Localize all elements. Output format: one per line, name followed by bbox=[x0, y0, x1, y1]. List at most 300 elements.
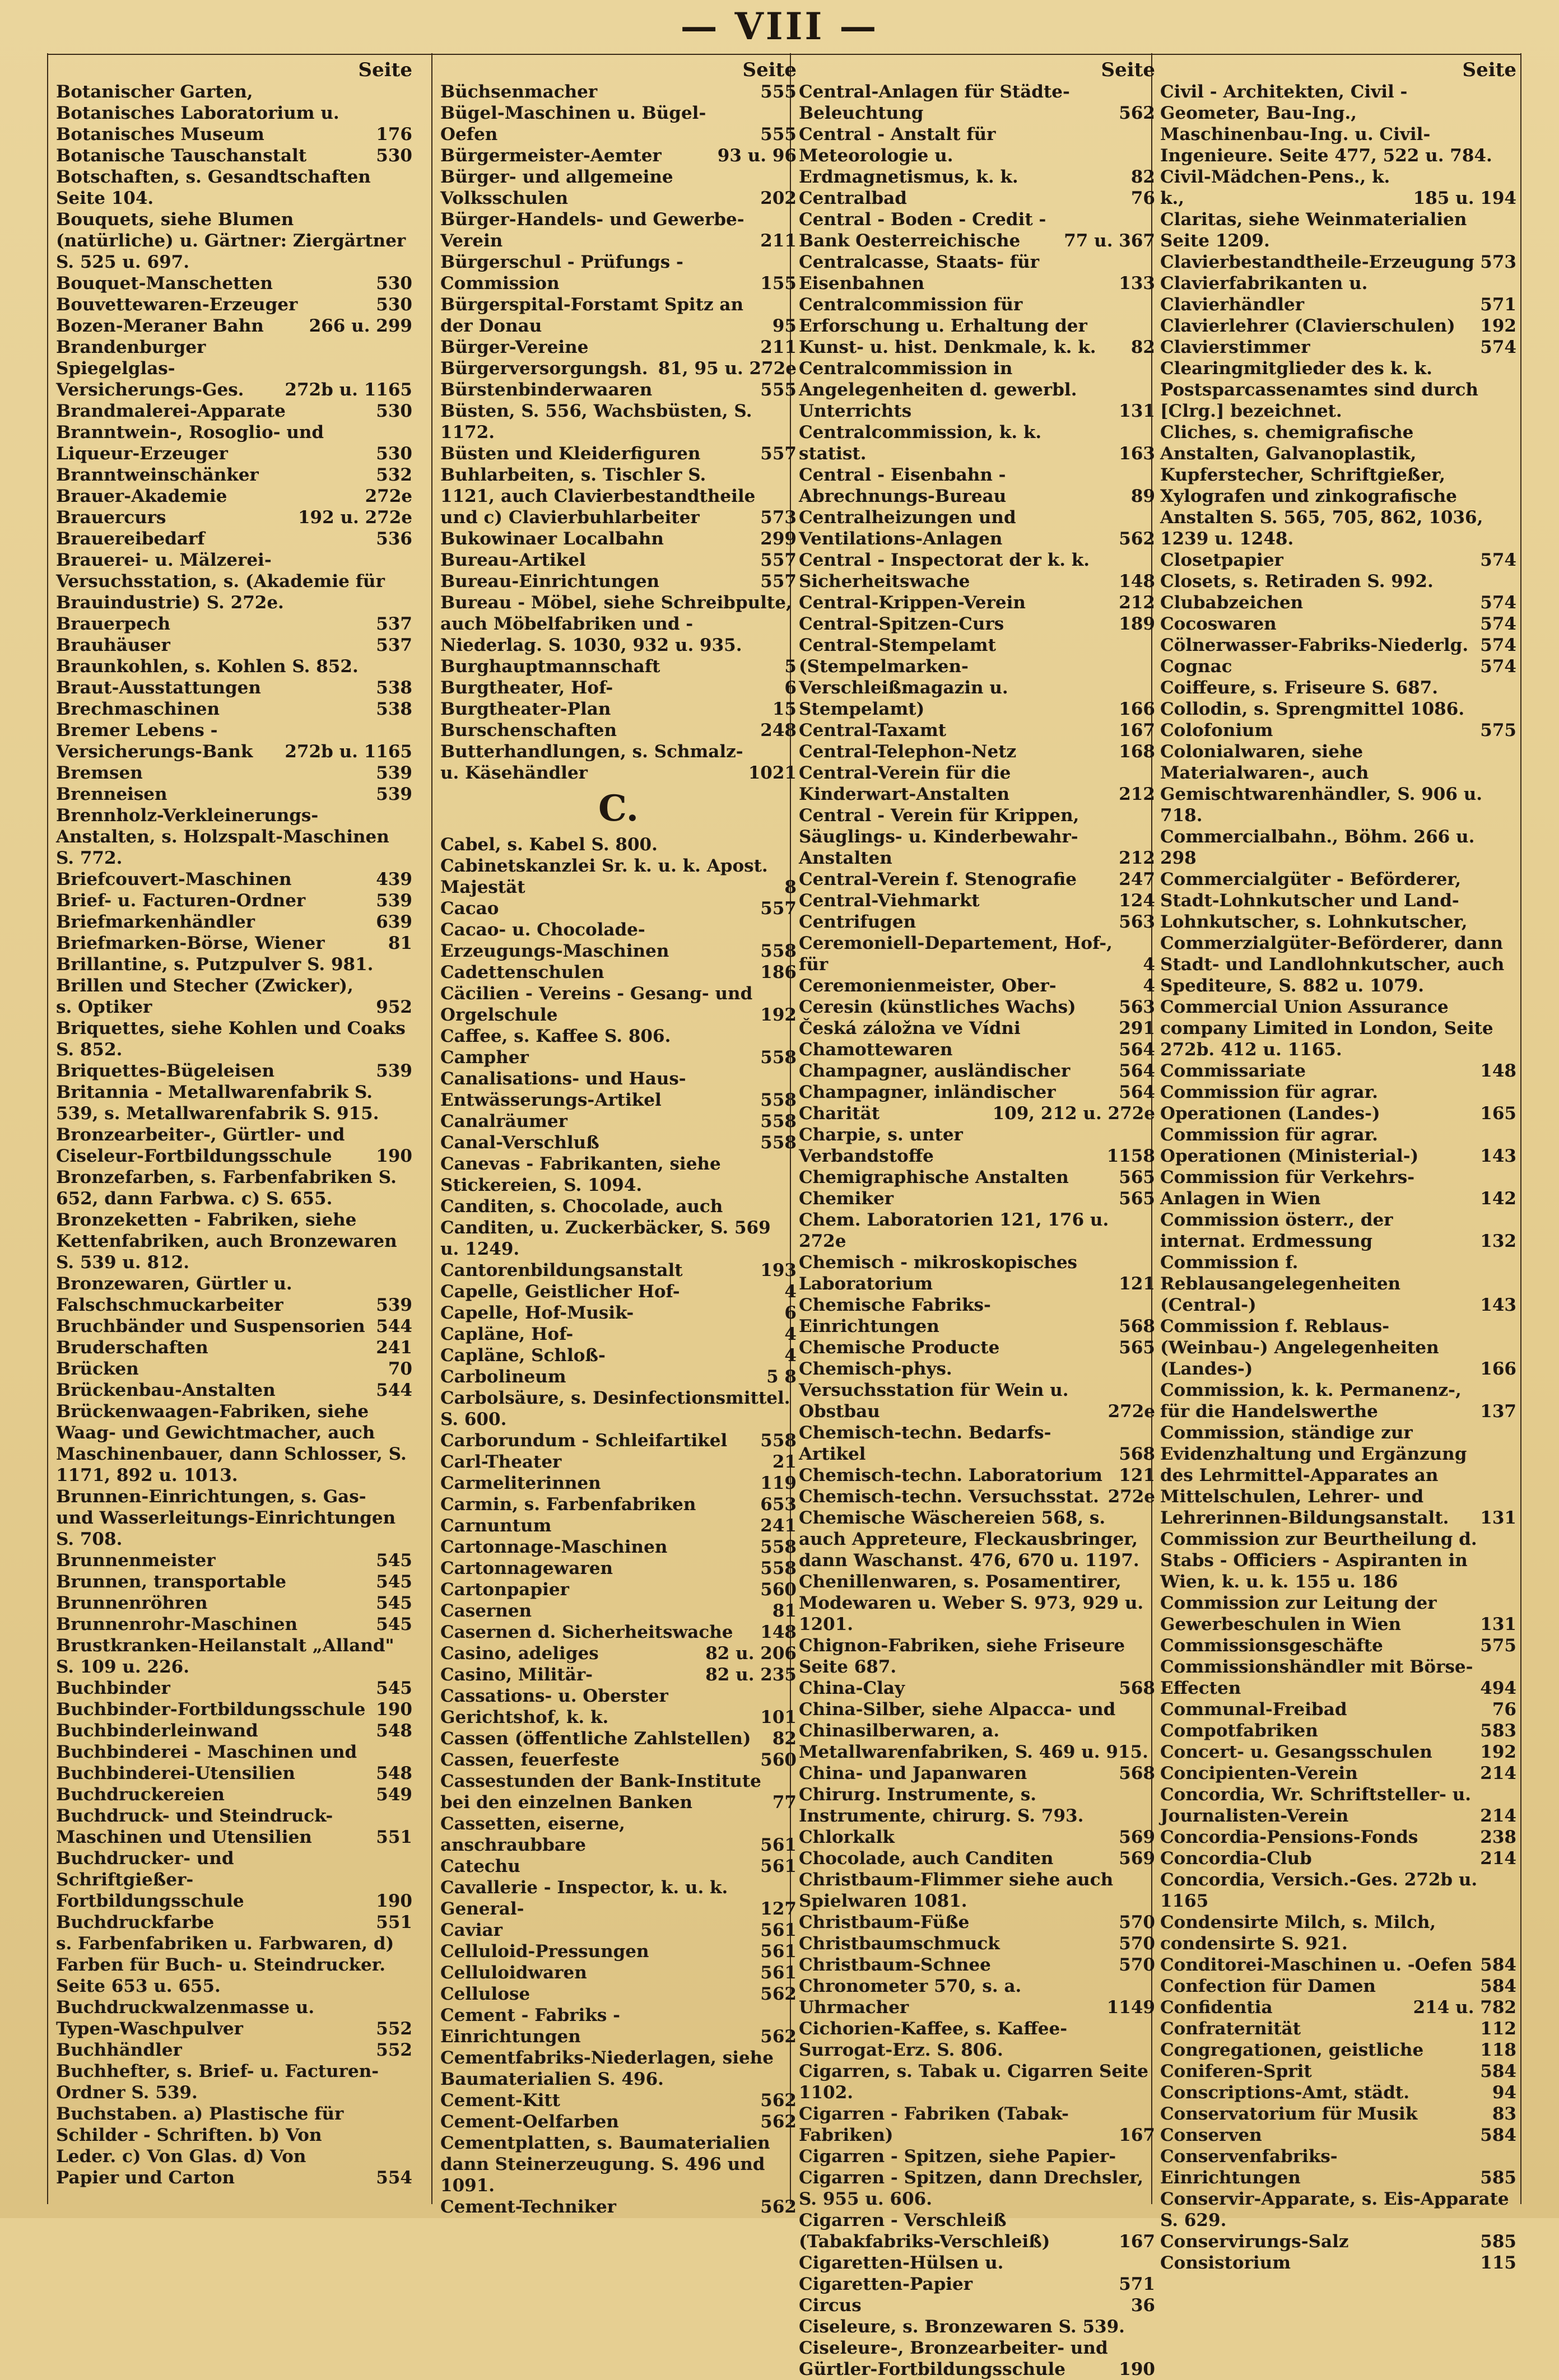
index-entry bbox=[440, 1622, 797, 1643]
index-entry bbox=[1160, 1827, 1516, 1848]
entry-term: Buchdruckereien bbox=[56, 1785, 225, 1805]
entry-term: Bureau-Einrichtungen bbox=[440, 571, 660, 591]
column-header: Seite bbox=[1101, 59, 1155, 81]
index-entry bbox=[440, 145, 797, 166]
entry-term: Brennholz-Verkleinerungs-Anstalten, s. Holzspalt-Maschinen S. 772. bbox=[56, 805, 389, 868]
entry-page: 166 bbox=[1119, 699, 1155, 719]
entry-term: Büsten und Kleiderfiguren bbox=[440, 444, 701, 464]
index-column-1 bbox=[49, 59, 419, 2199]
entry-term: Condensirte Milch, s. Milch, condensirte S. 921. bbox=[1160, 1912, 1436, 1954]
entry-page: 291 bbox=[1119, 1018, 1155, 1038]
entry-page: 132 bbox=[1480, 1231, 1516, 1251]
entry-term: Burgtheater-Plan bbox=[440, 699, 611, 719]
entry-term: Central-Stempelamt (Stempelmarken-Verschleißmagazin u. Stempelamt) bbox=[799, 635, 1008, 719]
entry-page: 214 bbox=[1480, 1763, 1516, 1783]
index-entry bbox=[799, 81, 1155, 124]
index-entry bbox=[56, 1592, 412, 1614]
entry-page: 115 bbox=[1480, 2253, 1516, 2273]
index-entry bbox=[1160, 251, 1516, 273]
entry-page: 166 bbox=[1480, 1359, 1516, 1379]
entry-term: Compotfabriken bbox=[1160, 1721, 1318, 1741]
entry-term: Burgtheater, Hof- bbox=[440, 678, 613, 698]
index-entry bbox=[799, 1848, 1155, 1869]
entry-term: Central - Boden - Credit - Bank Oesterreichische bbox=[799, 209, 1046, 251]
index-entry bbox=[799, 613, 1155, 635]
index-entry bbox=[1160, 826, 1516, 869]
entry-term: Bürgerversorgungsh. bbox=[440, 358, 648, 379]
index-entry bbox=[56, 1060, 412, 1082]
index-entry bbox=[1160, 1082, 1516, 1124]
index-entry bbox=[56, 656, 412, 677]
index-entry bbox=[56, 315, 412, 337]
index-entry bbox=[56, 954, 412, 975]
top-rule bbox=[47, 54, 1520, 55]
entry-page: 565 bbox=[1119, 1338, 1155, 1358]
entry-term: Cölnerwasser-Fabriks-Niederlg. bbox=[1160, 635, 1469, 655]
entry-term: Buchdruckwalzenmasse u. Typen-Waschpulver bbox=[56, 1997, 315, 2039]
entry-term: Canalräumer bbox=[440, 1111, 567, 1131]
index-entry bbox=[1160, 1848, 1516, 1869]
entry-term: Brunnenmeister bbox=[56, 1550, 216, 1571]
entry-page: 575 bbox=[1480, 1636, 1516, 1656]
entry-page: 266 u. 299 bbox=[309, 316, 412, 336]
index-entry bbox=[440, 1856, 797, 1877]
index-entry bbox=[440, 1728, 797, 1749]
entry-term: Clavierstimmer bbox=[1160, 337, 1310, 357]
entry-page: 558 bbox=[760, 1090, 797, 1110]
index-entry bbox=[440, 1451, 797, 1473]
entry-page: 558 bbox=[760, 941, 797, 961]
entry-page: 530 bbox=[376, 295, 412, 315]
entry-term: Centralcommission für Erforschung u. Erhaltung der Kunst- u. hist. Denkmale, k. k. bbox=[799, 295, 1096, 357]
entry-term: Bouquets, siehe Blumen (natürliche) u. Gärtner: Ziergärtner S. 525 u. 697. bbox=[56, 209, 406, 272]
index-entry bbox=[799, 209, 1155, 251]
entry-term: Carbolsäure, s. Desinfectionsmittel. S. 600. bbox=[440, 1388, 790, 1429]
index-entry bbox=[56, 2039, 412, 2061]
entry-page: 551 bbox=[376, 1827, 412, 1847]
index-entry bbox=[799, 464, 1155, 507]
index-entry bbox=[1160, 1060, 1516, 1082]
index-entry bbox=[56, 166, 412, 209]
column-rule bbox=[431, 53, 432, 2204]
entry-term: Bronzewaren, Gürtler u. Falschschmuckarbeiter bbox=[56, 1274, 292, 1315]
entry-term: Commercial Union Assurance company Limited in London, Seite 272b. 412 u. 1165. bbox=[1160, 997, 1493, 1060]
index-entry bbox=[799, 1294, 1155, 1337]
entry-term: Commissionsgeschäfte bbox=[1160, 1636, 1383, 1656]
index-entry bbox=[799, 294, 1155, 358]
index-entry bbox=[799, 1869, 1155, 1912]
entry-term: Capelle, Hof-Musik- bbox=[440, 1303, 634, 1323]
entry-term: Charität bbox=[799, 1103, 880, 1124]
entry-page: 1149 bbox=[1106, 1997, 1155, 2018]
entry-page: 545 bbox=[376, 1550, 412, 1571]
entry-term: Carborundum - Schleifartikel bbox=[440, 1431, 728, 1451]
entry-page: 167 bbox=[1119, 2125, 1155, 2145]
index-entry bbox=[1160, 996, 1516, 1060]
entry-term: Buchbinder bbox=[56, 1678, 170, 1698]
entry-term: Büchsenmacher bbox=[440, 82, 598, 102]
entry-term: Chemische Wäschereien 568, s. auch Appreteure, Fleckausbringer, dann Waschanst. 476, 670 u. 1197. bbox=[799, 1508, 1139, 1571]
entry-page: 564 bbox=[1119, 1061, 1155, 1081]
entry-term: Briefcouvert-Maschinen bbox=[56, 869, 292, 889]
entry-page: 212 bbox=[1119, 593, 1155, 613]
index-entry bbox=[56, 1997, 412, 2039]
entry-term: Braut-Ausstattungen bbox=[56, 678, 261, 698]
index-entry bbox=[1160, 1592, 1516, 1635]
entry-page: 77 bbox=[772, 1792, 797, 1813]
index-entry bbox=[799, 933, 1155, 975]
entry-page: 544 bbox=[376, 1380, 412, 1400]
entry-page: 570 bbox=[1119, 1912, 1155, 1932]
entry-page: 83 bbox=[1492, 2104, 1516, 2124]
index-entry bbox=[440, 1558, 797, 1579]
entry-page: 109, 212 u. 272e bbox=[992, 1103, 1155, 1124]
index-entry bbox=[1160, 1869, 1516, 1912]
entry-term: Buchbinderleinwand bbox=[56, 1721, 258, 1741]
entry-term: Bouvettewaren-Erzeuger bbox=[56, 295, 298, 315]
entry-term: Concordia-Pensions-Fonds bbox=[1160, 1827, 1418, 1847]
index-entry bbox=[799, 1486, 1155, 1507]
index-entry bbox=[56, 2061, 412, 2103]
entry-term: Brauerei- u. Mälzerei-Versuchsstation, s. (Akademie für Brauindustrie) S. 272e. bbox=[56, 550, 385, 613]
index-entry bbox=[440, 1153, 797, 1196]
entry-term: Briquettes, siehe Kohlen und Coaks S. 852. bbox=[56, 1018, 406, 1060]
entry-term: Bronzeketten - Fabriken, siehe Kettenfabriken, auch Bronzewaren S. 539 u. 812. bbox=[56, 1210, 397, 1273]
index-entry bbox=[56, 677, 412, 698]
entry-page: 101 bbox=[760, 1707, 797, 1727]
entry-term: Champagner, inländischer bbox=[799, 1082, 1056, 1102]
index-entry bbox=[440, 1430, 797, 1451]
entry-term: Bürstenbinderwaaren bbox=[440, 380, 653, 400]
entry-term: Buchbinder-Fortbildungsschule bbox=[56, 1699, 366, 1720]
entry-term: Central-Verein f. Stenografie bbox=[799, 869, 1077, 889]
index-entry bbox=[440, 1494, 797, 1515]
index-entry bbox=[799, 1039, 1155, 1060]
index-entry bbox=[799, 2146, 1155, 2210]
entry-page: 494 bbox=[1480, 1678, 1516, 1698]
entry-term: Buchhefter, s. Brief- u. Facturen-Ordner S. 539. bbox=[56, 2061, 379, 2103]
entry-page: 137 bbox=[1480, 1401, 1516, 1422]
entry-term: Buchdruckfarbe bbox=[56, 1912, 215, 1932]
index-entry bbox=[1160, 1252, 1516, 1316]
index-entry bbox=[799, 720, 1155, 741]
index-entry bbox=[56, 337, 412, 400]
entry-term: Champagner, ausländischer bbox=[799, 1061, 1071, 1081]
index-entry bbox=[440, 1515, 797, 1536]
entry-term: Buchdrucker- und Schriftgießer-Fortbildungsschule bbox=[56, 1848, 244, 1911]
index-entry bbox=[1160, 273, 1516, 315]
entry-term: Branntweinschänker bbox=[56, 465, 259, 485]
entry-term: Closetpapier bbox=[1160, 550, 1283, 570]
index-entry bbox=[440, 1302, 797, 1324]
index-entry bbox=[56, 1848, 412, 1912]
entry-page: 555 bbox=[760, 82, 797, 102]
entry-page: 121 bbox=[1119, 1274, 1155, 1294]
index-entry bbox=[799, 1954, 1155, 1976]
index-entry bbox=[56, 975, 412, 1018]
page-number: — VIII — bbox=[680, 4, 879, 48]
index-entry bbox=[799, 251, 1155, 294]
entry-page: 564 bbox=[1119, 1040, 1155, 1060]
index-entry bbox=[440, 1749, 797, 1771]
entry-term: Congregationen, geistliche bbox=[1160, 2040, 1424, 2060]
index-entry bbox=[1160, 869, 1516, 996]
entry-term: Chemisch - mikroskopisches Laboratorium bbox=[799, 1252, 1077, 1294]
index-entry bbox=[1160, 635, 1516, 656]
entry-term: Bügel-Maschinen u. Bügel-Oefen bbox=[440, 103, 706, 145]
entry-page: 190 bbox=[1119, 2359, 1155, 2379]
entry-page: 118 bbox=[1480, 2040, 1516, 2060]
entry-page: 545 bbox=[376, 1593, 412, 1613]
index-entry bbox=[799, 1976, 1155, 2018]
entry-term: Cartonnagewaren bbox=[440, 1558, 613, 1578]
entry-page: 163 bbox=[1119, 444, 1155, 464]
entry-term: Briefmarken-Börse, Wiener bbox=[56, 933, 325, 953]
index-entry bbox=[56, 720, 412, 762]
index-entry bbox=[440, 571, 797, 592]
index-entry bbox=[1160, 741, 1516, 826]
entry-term: Conservirungs-Salz bbox=[1160, 2232, 1349, 2252]
index-entry bbox=[440, 1920, 797, 1941]
index-entry bbox=[1160, 1635, 1516, 1656]
entry-term: Commission zur Beurtheilung d. Stabs - Officiers - Aspiranten in Wien, k. u. k. 155 u. 186 bbox=[1160, 1529, 1477, 1592]
index-entry bbox=[56, 145, 412, 166]
index-entry bbox=[799, 358, 1155, 422]
entry-page: 573 bbox=[1480, 252, 1516, 272]
index-entry bbox=[799, 741, 1155, 762]
entry-term: Botschaften, s. Gesandtschaften Seite 104. bbox=[56, 167, 371, 208]
index-entry bbox=[1160, 1976, 1516, 1997]
entry-term: Campher bbox=[440, 1047, 529, 1068]
entry-term: Concipienten-Verein bbox=[1160, 1763, 1358, 1783]
entry-page: 574 bbox=[1480, 550, 1516, 570]
entry-term: Clubabzeichen bbox=[1160, 593, 1304, 613]
entry-term: Confidentia bbox=[1160, 1997, 1273, 2018]
entry-term: Buhlarbeiten, s. Tischler S. 1121, auch Clavierbestandtheile und c) Clavierbuhlarbeiter bbox=[440, 465, 756, 528]
entry-term: China-Clay bbox=[799, 1678, 905, 1698]
entry-page: 248 bbox=[760, 720, 797, 740]
entry-page: 81, 95 u. 272e bbox=[658, 358, 797, 379]
entry-term: Canditen, s. Chocolade, auch Canditen, u. Zuckerbäcker, S. 569 u. 1249. bbox=[440, 1196, 771, 1259]
entry-page: 272e bbox=[365, 486, 412, 506]
index-entry bbox=[56, 1358, 412, 1380]
entry-page: 4 bbox=[1143, 954, 1155, 975]
index-entry bbox=[1160, 2103, 1516, 2125]
entry-term: Centralcasse, Staats- für Eisenbahnen bbox=[799, 252, 1040, 294]
entry-page: 530 bbox=[376, 146, 412, 166]
index-entry bbox=[1160, 2018, 1516, 2039]
entry-term: Cacao- u. Chocolade-Erzeugungs-Maschinen bbox=[440, 920, 669, 961]
index-entry bbox=[440, 443, 797, 464]
index-entry bbox=[440, 1813, 797, 1856]
index-entry bbox=[440, 1643, 797, 1664]
entry-term: Buchdruck- und Steindruck-Maschinen und Utensilien bbox=[56, 1806, 333, 1847]
entry-term: Chemische Fabriks-Einrichtungen bbox=[799, 1295, 991, 1336]
entry-term: Cassations- u. Oberster Gerichtshof, k. k. bbox=[440, 1686, 668, 1727]
entry-term: Briefmarkenhändler bbox=[56, 912, 255, 932]
index-entry bbox=[799, 1635, 1155, 1678]
entry-term: Buchstaben. a) Plastische für Schilder - Schriften. b) Von Leder. c) Von Glas. d) Von Papier und Carton bbox=[56, 2104, 344, 2188]
index-entry bbox=[799, 1699, 1155, 1763]
index-entry bbox=[1160, 1954, 1516, 1976]
entry-page: 561 bbox=[760, 1963, 797, 1983]
entry-term: Central - Verein für Krippen, Säuglings- u. Kinderbewahr-Anstalten bbox=[799, 805, 1079, 868]
entry-term: Ceremoniell-Departement, Hof-, für bbox=[799, 933, 1113, 975]
index-entry bbox=[440, 2196, 797, 2218]
index-entry bbox=[799, 1167, 1155, 1188]
index-entry bbox=[799, 549, 1155, 592]
entry-term: Commission, k. k. Permanenz-, für die Handelswerthe bbox=[1160, 1380, 1462, 1422]
index-entry bbox=[440, 1579, 797, 1600]
index-entry bbox=[799, 422, 1155, 464]
entry-page: 148 bbox=[1119, 571, 1155, 591]
entry-term: Commission für Verkehrs-Anlagen in Wien bbox=[1160, 1167, 1415, 1209]
entry-page: 148 bbox=[760, 1622, 797, 1642]
entry-page: 8 bbox=[784, 877, 797, 897]
entry-term: Clavierbestandtheile-Erzeugung bbox=[1160, 252, 1474, 272]
entry-page: 562 bbox=[1119, 529, 1155, 549]
entry-page: 143 bbox=[1480, 1146, 1516, 1166]
index-entry bbox=[440, 251, 797, 294]
entry-term: Cacao bbox=[440, 898, 499, 919]
entry-term: Consistorium bbox=[1160, 2253, 1291, 2273]
entry-page: 574 bbox=[1480, 593, 1516, 613]
entry-page: 192 u. 272e bbox=[297, 507, 412, 528]
entry-page: 124 bbox=[1119, 891, 1155, 911]
entry-term: Christbaum-Schnee bbox=[799, 1955, 991, 1975]
index-entry bbox=[56, 507, 412, 528]
index-entry bbox=[56, 933, 412, 954]
index-entry bbox=[440, 337, 797, 358]
entry-term: Bürger-Vereine bbox=[440, 337, 589, 357]
index-entry bbox=[1160, 1784, 1516, 1827]
entry-term: Brunnen, transportable bbox=[56, 1572, 286, 1592]
entry-term: Brillantine, s. Putzpulver S. 981. bbox=[56, 954, 374, 975]
entry-term: China- und Japanwaren bbox=[799, 1763, 1027, 1783]
entry-term: Chamottewaren bbox=[799, 1040, 953, 1060]
index-entry bbox=[56, 1912, 412, 1933]
index-entry bbox=[56, 1678, 412, 1699]
entry-page: 238 bbox=[1480, 1827, 1516, 1847]
entry-term: Bürgermeister-Aemter bbox=[440, 146, 662, 166]
entry-page: 568 bbox=[1119, 1316, 1155, 1336]
index-entry bbox=[1160, 613, 1516, 635]
entry-term: Celluloidwaren bbox=[440, 1963, 587, 1983]
entry-term: Conservir-Apparate, s. Eis-Apparate S. 629. bbox=[1160, 2189, 1509, 2230]
index-entry bbox=[1160, 1656, 1516, 1699]
index-entry bbox=[440, 1664, 797, 1685]
index-entry bbox=[440, 1877, 797, 1920]
entry-page: 562 bbox=[760, 2090, 797, 2111]
index-entry bbox=[1160, 1124, 1516, 1167]
entry-page: 94 bbox=[1492, 2083, 1516, 2103]
entry-term: Commission f. Reblausangelegenheiten (Central-) bbox=[1160, 1252, 1401, 1315]
entry-term: Cigarren - Spitzen, siehe Papier-Cigarren - Spitzen, dann Drechsler, S. 955 u. 606. bbox=[799, 2146, 1144, 2209]
index-entry bbox=[1160, 1529, 1516, 1592]
entry-term: Bronzefarben, s. Farbenfabriken S. 652, dann Farbwa. c) S. 655. bbox=[56, 1167, 397, 1209]
entry-term: Brauhäuser bbox=[56, 635, 170, 655]
entry-term: Christbaumschmuck bbox=[799, 1934, 1000, 1954]
column-header: Seite bbox=[1462, 59, 1516, 81]
entry-term: Bureau-Artikel bbox=[440, 550, 586, 570]
entry-page: 1158 bbox=[1106, 1146, 1155, 1166]
index-entry bbox=[56, 1273, 412, 1316]
entry-page: 653 bbox=[760, 1494, 797, 1515]
entry-term: Christbaum-Füße bbox=[799, 1912, 970, 1932]
entry-term: Chirurg. Instrumente, s. Instrumente, chirurg. S. 793. bbox=[799, 1785, 1084, 1826]
entry-page: 167 bbox=[1119, 2232, 1155, 2252]
entry-term: Confection für Damen bbox=[1160, 1976, 1376, 1996]
index-entry bbox=[799, 1571, 1155, 1635]
index-entry bbox=[56, 1699, 412, 1720]
entry-page: 562 bbox=[1119, 103, 1155, 123]
entry-page: 439 bbox=[376, 869, 412, 889]
entry-page: 168 bbox=[1119, 742, 1155, 762]
index-entry bbox=[56, 784, 412, 805]
entry-page: 952 bbox=[376, 997, 412, 1017]
index-entry bbox=[56, 1741, 412, 1784]
entry-term: Commercialbahn., Böhm. 266 u. 298 bbox=[1160, 827, 1475, 868]
entry-term: Brauer-Akademie bbox=[56, 486, 227, 506]
index-entry bbox=[1160, 2061, 1516, 2082]
index-entry bbox=[440, 919, 797, 962]
index-entry bbox=[1160, 2039, 1516, 2061]
entry-term: Bukowinaer Localbahn bbox=[440, 529, 664, 549]
index-entry bbox=[56, 2103, 412, 2188]
entry-term: Brechmaschinen bbox=[56, 699, 220, 719]
entry-page: 5 bbox=[784, 656, 797, 677]
index-entry bbox=[799, 2316, 1155, 2337]
index-entry bbox=[56, 422, 412, 464]
entry-page: 214 bbox=[1480, 1848, 1516, 1869]
entry-page: 557 bbox=[760, 898, 797, 919]
index-entry bbox=[440, 1132, 797, 1153]
entry-page: 530 bbox=[376, 401, 412, 421]
entry-page: 584 bbox=[1480, 2125, 1516, 2145]
index-column-3 bbox=[792, 59, 1162, 2379]
entry-page: 530 bbox=[376, 444, 412, 464]
entry-page: 568 bbox=[1119, 1763, 1155, 1783]
index-entry bbox=[440, 1983, 797, 2005]
entry-page: 202 bbox=[760, 188, 797, 208]
index-entry bbox=[440, 656, 797, 677]
entry-term: Central-Viehmarkt bbox=[799, 891, 980, 911]
entry-page: 82 bbox=[1130, 337, 1155, 357]
index-entry bbox=[440, 1196, 797, 1260]
index-entry bbox=[56, 762, 412, 784]
index-entry bbox=[440, 379, 797, 400]
entry-term: Commission für agrar. Operationen (Ministerial-) bbox=[1160, 1125, 1419, 1166]
entry-term: Chignon-Fabriken, siehe Friseure Seite 687. bbox=[799, 1636, 1125, 1677]
entry-page: 537 bbox=[376, 614, 412, 634]
index-entry bbox=[799, 1252, 1155, 1294]
entry-page: 573 bbox=[760, 507, 797, 528]
index-entry bbox=[799, 1209, 1155, 1252]
column-header: Seite bbox=[358, 59, 412, 81]
index-entry bbox=[1160, 677, 1516, 698]
index-entry bbox=[799, 1678, 1155, 1699]
index-entry bbox=[56, 209, 412, 273]
entry-page: 558 bbox=[760, 1047, 797, 1068]
entry-page: 89 bbox=[1130, 486, 1155, 506]
entry-page: 131 bbox=[1480, 1508, 1516, 1528]
index-entry bbox=[440, 1962, 797, 1983]
entry-page: 192 bbox=[1480, 316, 1516, 336]
entry-page: 21 bbox=[772, 1452, 797, 1472]
entry-term: Commission für agrar. Operationen (Landes-) bbox=[1160, 1082, 1380, 1124]
entry-term: Central - Inspectorat der k. k. Sicherheitswache bbox=[799, 550, 1090, 591]
index-entry bbox=[1160, 1699, 1516, 1720]
